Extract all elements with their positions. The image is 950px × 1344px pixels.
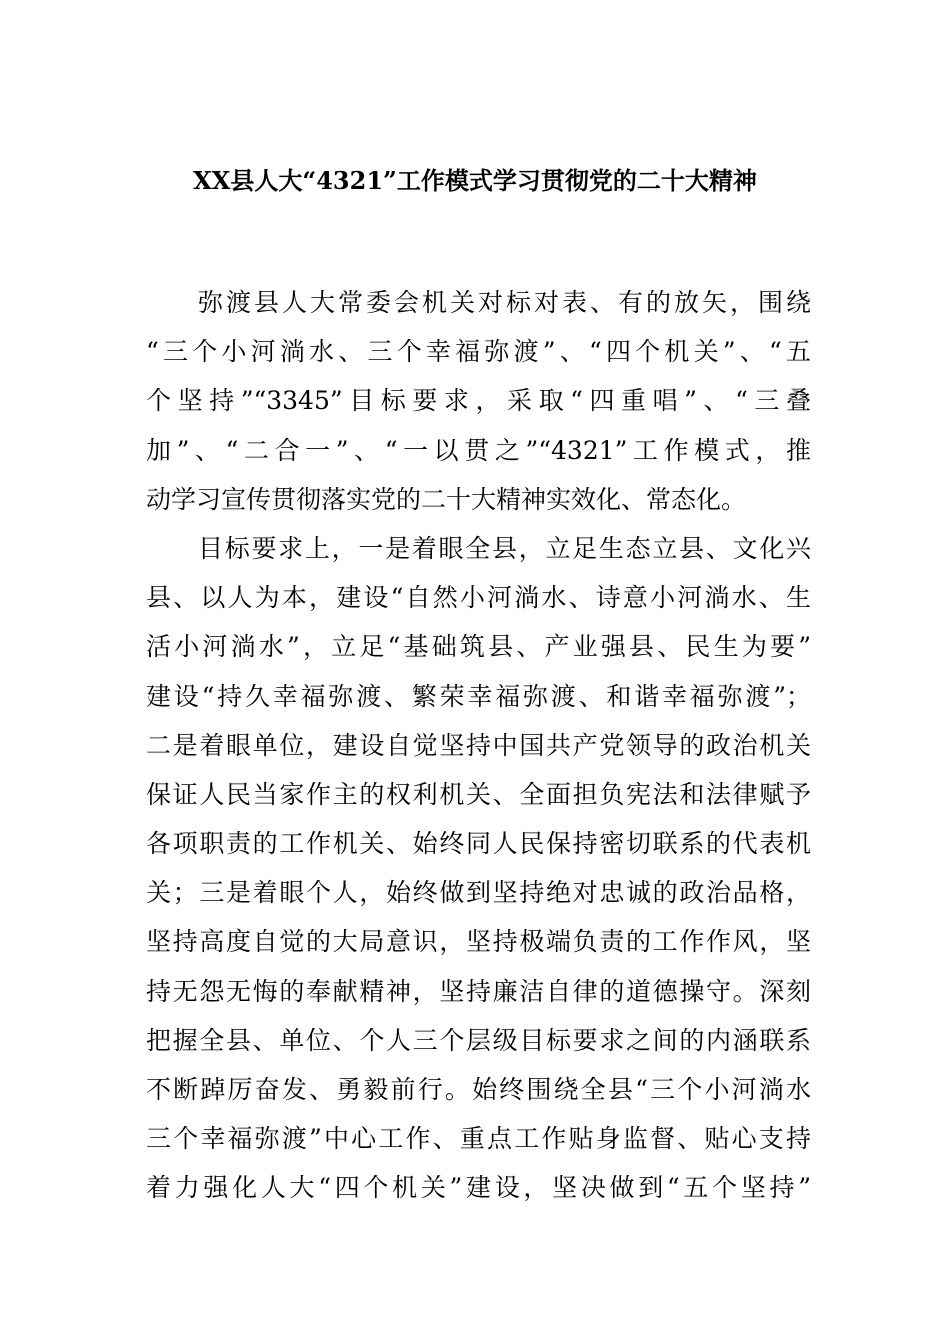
body-text-line: 县、以人为本，建设“自然小河淌水、诗意小河淌水、生	[146, 583, 811, 613]
body-text-line: 加”、“二合一”、“一以贯之”“4321”工作模式，推	[146, 435, 811, 465]
body-text-line: 目标要求上，一是着眼全县，立足生态立县、文化兴	[198, 533, 811, 563]
body-text-line: 关；三是着眼个人，始终做到坚持绝对忠诚的政治品格，	[146, 878, 811, 908]
body-text-line: 三个幸福弥渡”中心工作、重点工作贴身监督、贴心支持	[146, 1124, 811, 1154]
body-text-line: 不断踔厉奋发、勇毅前行。始终围绕全县“三个小河淌水	[146, 1075, 811, 1104]
body-text-line: 建设“持久幸福弥渡、繁荣幸福弥渡、和谐幸福弥渡”；	[146, 681, 811, 711]
body-text-line: “三个小河淌水、三个幸福弥渡”、“四个机关”、“五	[146, 337, 811, 367]
body-text-line: 动学习宣传贯彻落实党的二十大精神实效化、常态化。	[146, 484, 747, 514]
body-text-line: 各项职责的工作机关、始终同人民保持密切联系的代表机	[146, 829, 811, 859]
body-text-line: 把握全县、单位、个人三个层级目标要求之间的内涵联系	[146, 1025, 811, 1055]
body-text-line: 着力强化人大“四个机关”建设，坚决做到“五个坚持”	[146, 1173, 811, 1203]
document-title: XX县人大“4321”工作模式学习贯彻党的二十大精神	[193, 166, 757, 195]
body-text-line: 活小河淌水”，立足“基础筑县、产业强县、民生为要”	[146, 632, 811, 662]
body-text-line: 持无怨无悔的奉献精神，坚持廉洁自律的道德操守。深刻	[146, 976, 811, 1006]
body-text-line: 二是着眼单位，建设自觉坚持中国共产党领导的政治机关	[146, 730, 811, 760]
body-text-line: 个坚持”“3345”目标要求，采取“四重唱”、“三叠	[146, 386, 811, 416]
body-text-line: 坚持高度自觉的大局意识，坚持极端负责的工作作风，坚	[146, 927, 811, 957]
body-text-line: 保证人民当家作主的权利机关、全面担负宪法和法律赋予	[146, 779, 811, 809]
body-text-line: 弥渡县人大常委会机关对标对表、有的放矢，围绕	[198, 288, 811, 317]
document-body	[146, 278, 811, 1213]
